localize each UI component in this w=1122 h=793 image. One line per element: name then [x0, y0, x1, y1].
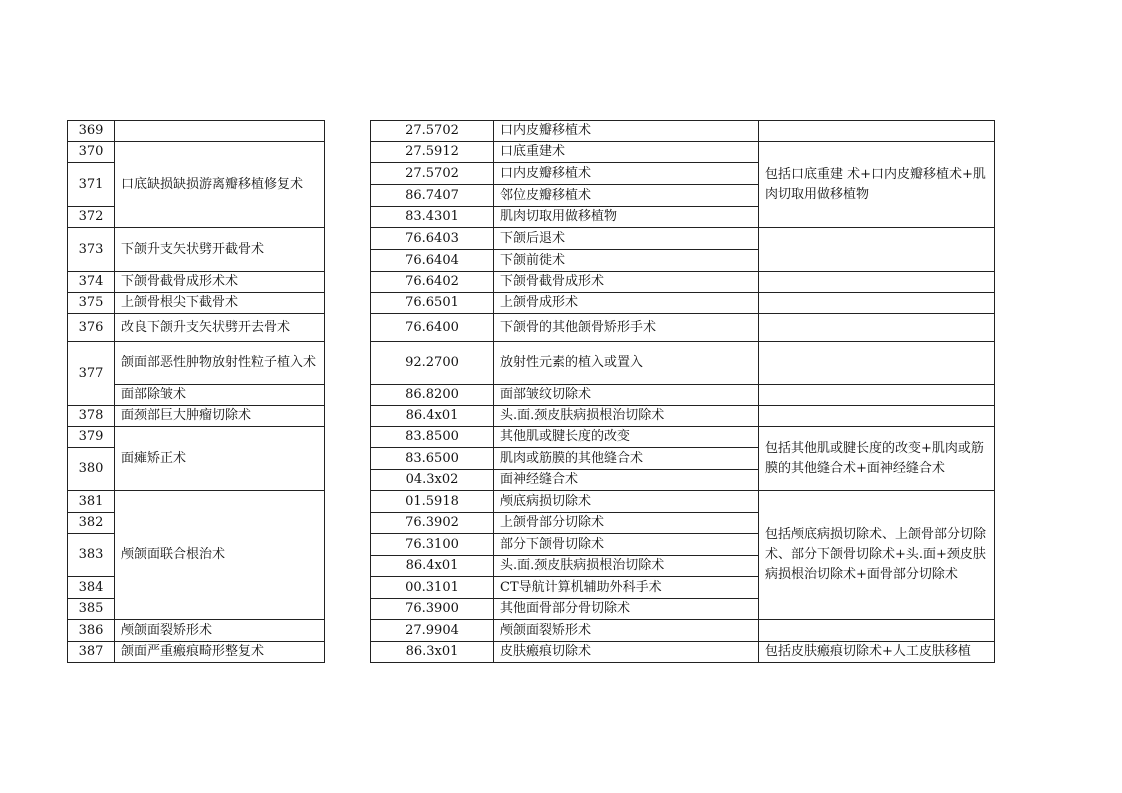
icd-code: 00.3101 — [371, 577, 494, 599]
row-number: 381 — [68, 491, 115, 513]
table-row — [371, 228, 995, 250]
remark: 包括口底重建 术+口内皮瓣移植术+肌肉切取用做移植物 — [759, 142, 995, 228]
procedure-name: 口底缺损缺损游离瓣移植修复术 — [115, 142, 325, 228]
row-number: 384 — [68, 577, 115, 599]
table-row — [68, 121, 325, 142]
procedure-name: 面瘫矫正术 — [115, 427, 325, 491]
procedure-name: 上颌骨根尖下截骨术 — [115, 293, 325, 314]
operation-name: 下颌骨的其他颌骨矫形手术 — [494, 314, 759, 342]
operation-name: 下颌骨截骨成形术 — [494, 272, 759, 293]
operation-name: 颅颌面裂矫形术 — [494, 620, 759, 642]
row-number: 380 — [68, 448, 115, 491]
table-row — [68, 406, 325, 427]
table-row — [371, 620, 995, 642]
table-row — [371, 142, 995, 163]
operation-name: 其他面骨部分骨切除术 — [494, 599, 759, 620]
procedure-name: 颅颌面裂矫形术 — [115, 620, 325, 642]
icd-code: 76.6400 — [371, 314, 494, 342]
row-number: 386 — [68, 620, 115, 642]
row-number: 383 — [68, 534, 115, 577]
left-procedure-table — [67, 120, 325, 663]
procedure-name: 下颌骨截骨成形术术 — [115, 272, 325, 293]
procedure-name: 颌面部恶性肿物放射性粒子植入术 — [115, 342, 325, 385]
procedure-name: 下颌升支矢状劈开截骨术 — [115, 228, 325, 272]
operation-name: 口内皮瓣移植术 — [494, 163, 759, 185]
icd-code: 27.5912 — [371, 142, 494, 163]
icd-code: 86.4x01 — [371, 556, 494, 577]
row-number: 385 — [68, 599, 115, 620]
remark — [759, 121, 995, 142]
operation-name: 面神经缝合术 — [494, 470, 759, 491]
icd-code: 86.8200 — [371, 385, 494, 406]
table-row — [68, 642, 325, 663]
remark — [759, 385, 995, 406]
table-row — [371, 272, 995, 293]
operation-name: CT导航计算机辅助外科手术 — [494, 577, 759, 599]
table-row — [371, 314, 995, 342]
table-row — [68, 491, 325, 513]
row-number: 371 — [68, 163, 115, 207]
row-number: 372 — [68, 207, 115, 228]
operation-name: 下颌后退术 — [494, 228, 759, 250]
table-row — [68, 293, 325, 314]
table-row — [371, 385, 995, 406]
operation-name: 部分下颌骨切除术 — [494, 534, 759, 556]
icd-code: 92.2700 — [371, 342, 494, 385]
remark — [759, 314, 995, 342]
right-code-table — [370, 120, 995, 663]
remark — [759, 293, 995, 314]
operation-name: 邻位皮瓣移植术 — [494, 185, 759, 207]
operation-name: 上颌骨成形术 — [494, 293, 759, 314]
operation-name: 口底重建术 — [494, 142, 759, 163]
row-number: 369 — [68, 121, 115, 142]
icd-code: 04.3x02 — [371, 470, 494, 491]
icd-code: 76.6501 — [371, 293, 494, 314]
row-number: 378 — [68, 406, 115, 427]
icd-code: 27.9904 — [371, 620, 494, 642]
remark: 包括颅底病损切除术、上颌骨部分切除术、部分下颌骨切除术+头.面+颈皮肤病损根治切除术+面骨部分切除术 — [759, 491, 995, 620]
operation-name: 面部皱纹切除术 — [494, 385, 759, 406]
icd-code: 01.5918 — [371, 491, 494, 513]
table-row — [371, 406, 995, 427]
table-row — [371, 121, 995, 142]
table-row — [371, 642, 995, 663]
table-row — [371, 491, 995, 513]
remark — [759, 228, 995, 272]
remark: 包括皮肤瘢痕切除术+人工皮肤移植 — [759, 642, 995, 663]
operation-name: 皮肤瘢痕切除术 — [494, 642, 759, 663]
table-row — [68, 142, 325, 163]
row-number: 387 — [68, 642, 115, 663]
row-number: 377 — [68, 342, 115, 406]
row-number: 370 — [68, 142, 115, 163]
row-number: 375 — [68, 293, 115, 314]
icd-code: 76.6403 — [371, 228, 494, 250]
icd-code: 86.3x01 — [371, 642, 494, 663]
operation-name: 肌肉或筋膜的其他缝合术 — [494, 448, 759, 470]
procedure-name: 颅颌面联合根治术 — [115, 491, 325, 620]
icd-code: 76.6404 — [371, 250, 494, 272]
operation-name: 颅底病损切除术 — [494, 491, 759, 513]
procedure-name: 面部除皱术 — [115, 385, 325, 406]
icd-code: 76.3100 — [371, 534, 494, 556]
remark — [759, 406, 995, 427]
procedure-name: 颌面严重瘢痕畸形整复术 — [115, 642, 325, 663]
remark — [759, 342, 995, 385]
table-row — [68, 272, 325, 293]
icd-code: 76.3900 — [371, 599, 494, 620]
procedure-name: 改良下颌升支矢状劈开去骨术 — [115, 314, 325, 342]
remark — [759, 620, 995, 642]
row-number: 379 — [68, 427, 115, 448]
operation-name: 上颌骨部分切除术 — [494, 513, 759, 534]
icd-code: 27.5702 — [371, 121, 494, 142]
operation-name: 肌肉切取用做移植物 — [494, 207, 759, 228]
icd-code: 86.7407 — [371, 185, 494, 207]
row-number: 373 — [68, 228, 115, 272]
table-row — [371, 293, 995, 314]
operation-name: 下颌前徙术 — [494, 250, 759, 272]
remark: 包括其他肌或腱长度的改变+肌肉或筋膜的其他缝合术+面神经缝合术 — [759, 427, 995, 491]
operation-name: 头.面.颈皮肤病损根治切除术 — [494, 556, 759, 577]
operation-name: 其他肌或腱长度的改变 — [494, 427, 759, 448]
remark — [759, 272, 995, 293]
operation-name: 放射性元素的植入或置入 — [494, 342, 759, 385]
row-number: 374 — [68, 272, 115, 293]
icd-code: 83.6500 — [371, 448, 494, 470]
table-row — [68, 427, 325, 448]
table-row — [68, 620, 325, 642]
icd-code: 27.5702 — [371, 163, 494, 185]
icd-code: 83.8500 — [371, 427, 494, 448]
table-row — [371, 342, 995, 385]
icd-code: 86.4x01 — [371, 406, 494, 427]
operation-name: 头.面.颈皮肤病损根治切除术 — [494, 406, 759, 427]
row-number: 382 — [68, 513, 115, 534]
icd-code: 83.4301 — [371, 207, 494, 228]
table-row — [371, 427, 995, 448]
icd-code: 76.3902 — [371, 513, 494, 534]
icd-code: 76.6402 — [371, 272, 494, 293]
operation-name: 口内皮瓣移植术 — [494, 121, 759, 142]
table-row — [68, 342, 325, 385]
procedure-name: 面颈部巨大肿瘤切除术 — [115, 406, 325, 427]
table-row — [68, 228, 325, 272]
row-number: 376 — [68, 314, 115, 342]
procedure-name — [115, 121, 325, 142]
table-row — [68, 314, 325, 342]
